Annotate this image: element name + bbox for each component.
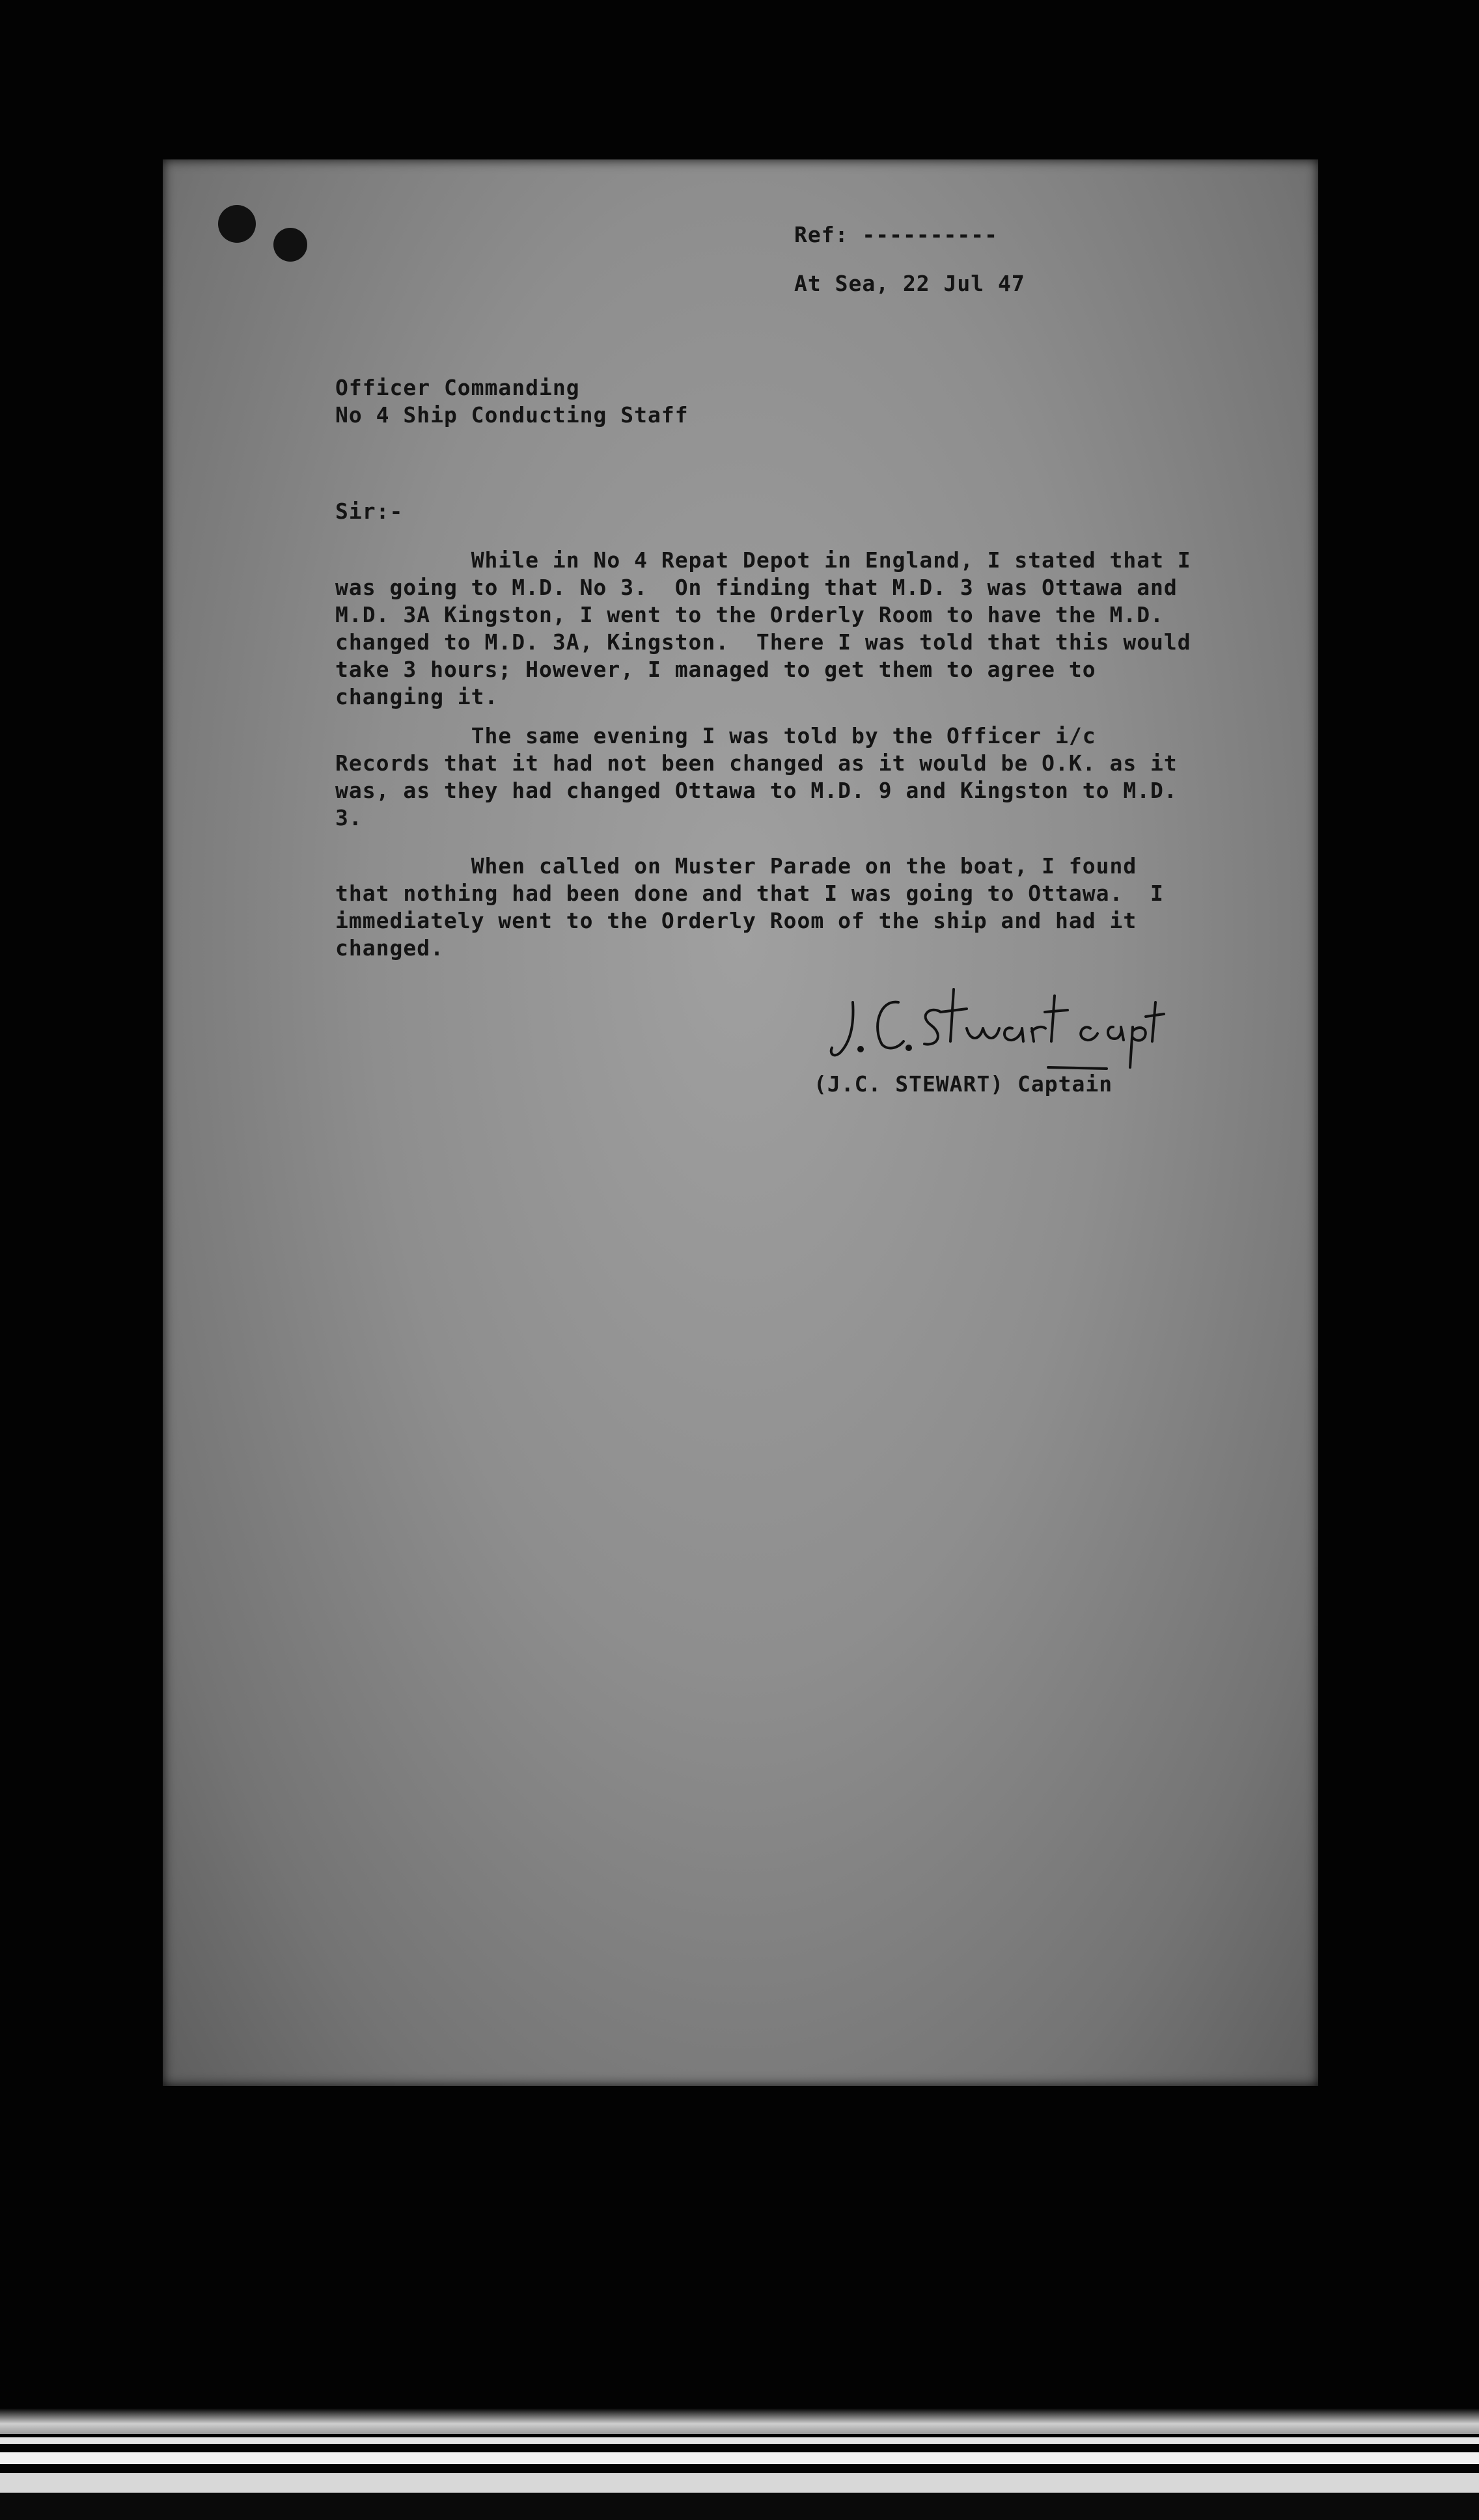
addressee-block [335,374,689,429]
signed-name: (J.C. STEWART) Captain [814,1071,1113,1097]
salutation: Sir:- [335,499,404,524]
addressee-line-2: No 4 Ship Conducting Staff [335,402,689,428]
body-paragraph-2: The same evening I was told by the Officer i/c Records that it had not been changed as it would be O.K. as it was, as they had changed Ottawa to M.D. 9 and Kingston to M.D. 3. [335,723,1191,830]
body-paragraph-3: When called on Muster Parade on the boat, I found that nothing had been done and that I was going to Ottawa. I immediately went to the Orderly Room of the ship and had it changed. [335,853,1178,961]
letter-page [163,159,1318,2086]
film-edge [0,2408,1479,2434]
addressee-line-1: Officer Commanding [335,375,580,400]
reference-line: Ref: ---------- [794,222,999,247]
punch-hole [218,205,256,243]
film-edge [0,2452,1479,2464]
film-edge [0,2493,1479,2520]
punch-hole [273,228,307,262]
handwritten-signature [827,976,1165,1074]
film-edge [0,2437,1479,2444]
body-paragraph-1: While in No 4 Repat Depot in England, I stated that I was going to M.D. No 3. On finding that M.D. 3 was Ottawa and M.D. 3A Kingston, I went to the Orderly Room to have the M.D. changed to M.D. 3A, Kingston. There I was told that this would take 3 hours; However, I managed to get them to agree to changing it. [335,547,1205,709]
date-line: At Sea, 22 Jul 47 [794,271,1025,296]
film-edge [0,2473,1479,2493]
